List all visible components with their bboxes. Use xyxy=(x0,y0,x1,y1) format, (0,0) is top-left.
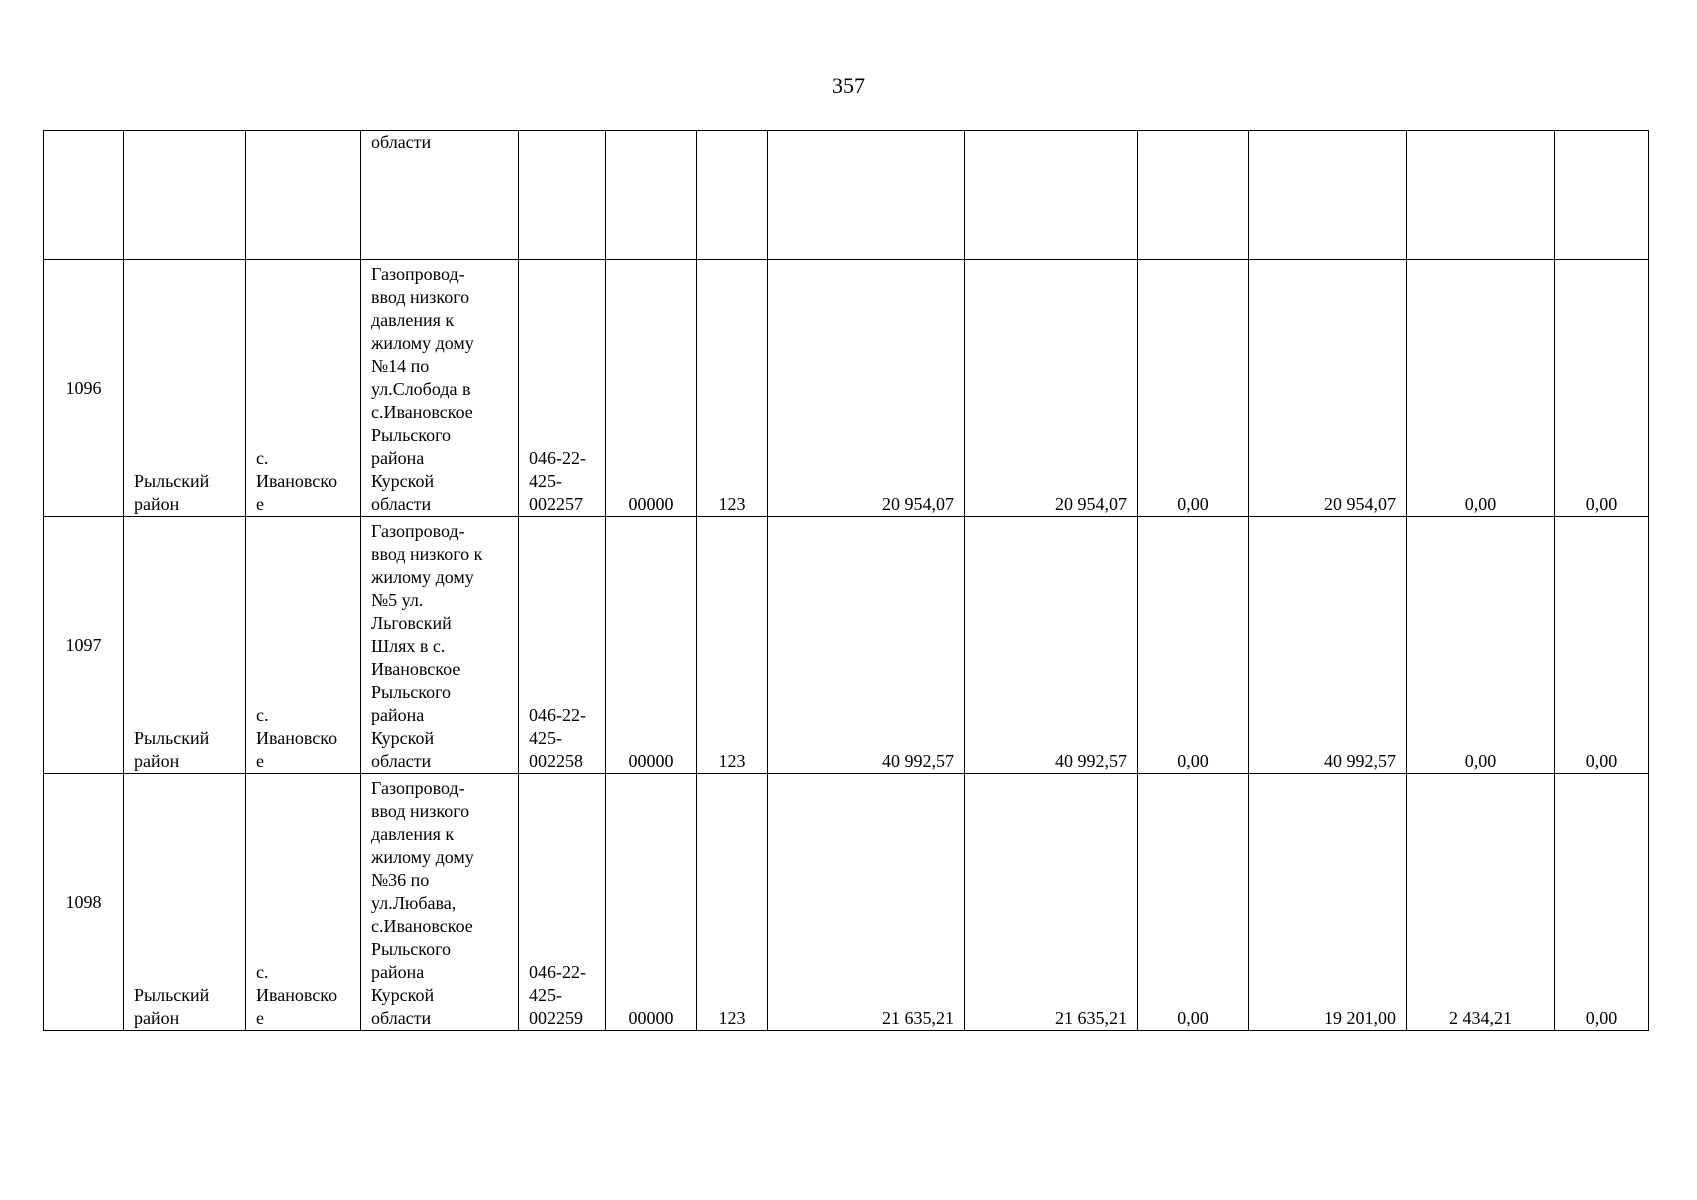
value-cell xyxy=(965,131,1138,260)
locality-cell: с. Ивановско е xyxy=(246,260,361,517)
value-cell: 40 992,57 xyxy=(768,517,965,774)
district-cell xyxy=(124,131,246,260)
value-cell: 2 434,21 xyxy=(1407,774,1555,1031)
code-cell xyxy=(606,131,697,260)
locality-cell xyxy=(246,131,361,260)
district-cell: Рыльский район xyxy=(124,774,246,1031)
table-row xyxy=(44,517,1649,774)
table-row xyxy=(44,260,1649,517)
cadastral-cell: 046-22- 425- 002258 xyxy=(519,517,606,774)
value-cell xyxy=(1249,131,1407,260)
row-index: 1098 xyxy=(44,774,124,1031)
account-cell: 123 xyxy=(697,260,768,517)
cadastral-cell xyxy=(519,131,606,260)
value-cell xyxy=(1407,131,1555,260)
property-registry-table xyxy=(43,130,1649,1031)
district-cell: Рыльский район xyxy=(124,517,246,774)
locality-cell: с. Ивановско е xyxy=(246,517,361,774)
value-cell: 40 992,57 xyxy=(1249,517,1407,774)
table-row xyxy=(44,774,1649,1031)
value-cell: 20 954,07 xyxy=(965,260,1138,517)
code-cell: 00000 xyxy=(606,774,697,1031)
value-cell: 0,00 xyxy=(1407,517,1555,774)
code-cell: 00000 xyxy=(606,517,697,774)
description-cell: Газопровод- ввод низкого давления к жилому дому №36 по ул.Любава, с.Ивановское Рыльского района Курской области xyxy=(361,774,519,1031)
description-cell: Газопровод- ввод низкого к жилому дому №5 ул. Льговский Шлях в с. Ивановское Рыльского района Курской области xyxy=(361,517,519,774)
locality-cell: с. Ивановско е xyxy=(246,774,361,1031)
row-index: 1096 xyxy=(44,260,124,517)
account-cell: 123 xyxy=(697,517,768,774)
description-cell: Газопровод- ввод низкого давления к жилому дому №14 по ул.Слобода в с.Ивановское Рыльского района Курской области xyxy=(361,260,519,517)
cadastral-cell: 046-22- 425- 002257 xyxy=(519,260,606,517)
value-cell: 0,00 xyxy=(1555,774,1649,1031)
value-cell: 20 954,07 xyxy=(768,260,965,517)
value-cell: 0,00 xyxy=(1555,517,1649,774)
value-cell xyxy=(1555,131,1649,260)
value-cell: 0,00 xyxy=(1138,260,1249,517)
value-cell: 19 201,00 xyxy=(1249,774,1407,1031)
index-cell xyxy=(44,131,124,260)
account-cell xyxy=(697,131,768,260)
value-cell: 21 635,21 xyxy=(965,774,1138,1031)
value-cell: 21 635,21 xyxy=(768,774,965,1031)
district-cell: Рыльский район xyxy=(124,260,246,517)
row-index: 1097 xyxy=(44,517,124,774)
value-cell xyxy=(1138,131,1249,260)
value-cell: 0,00 xyxy=(1555,260,1649,517)
table-row-continuation xyxy=(44,131,1649,260)
cadastral-cell: 046-22- 425- 002259 xyxy=(519,774,606,1031)
value-cell xyxy=(768,131,965,260)
value-cell: 0,00 xyxy=(1138,517,1249,774)
page-number: 357 xyxy=(832,73,865,98)
code-cell: 00000 xyxy=(606,260,697,517)
account-cell: 123 xyxy=(697,774,768,1031)
value-cell: 0,00 xyxy=(1407,260,1555,517)
value-cell: 20 954,07 xyxy=(1249,260,1407,517)
value-cell: 0,00 xyxy=(1138,774,1249,1031)
description-cell: области xyxy=(361,131,519,260)
value-cell: 40 992,57 xyxy=(965,517,1138,774)
